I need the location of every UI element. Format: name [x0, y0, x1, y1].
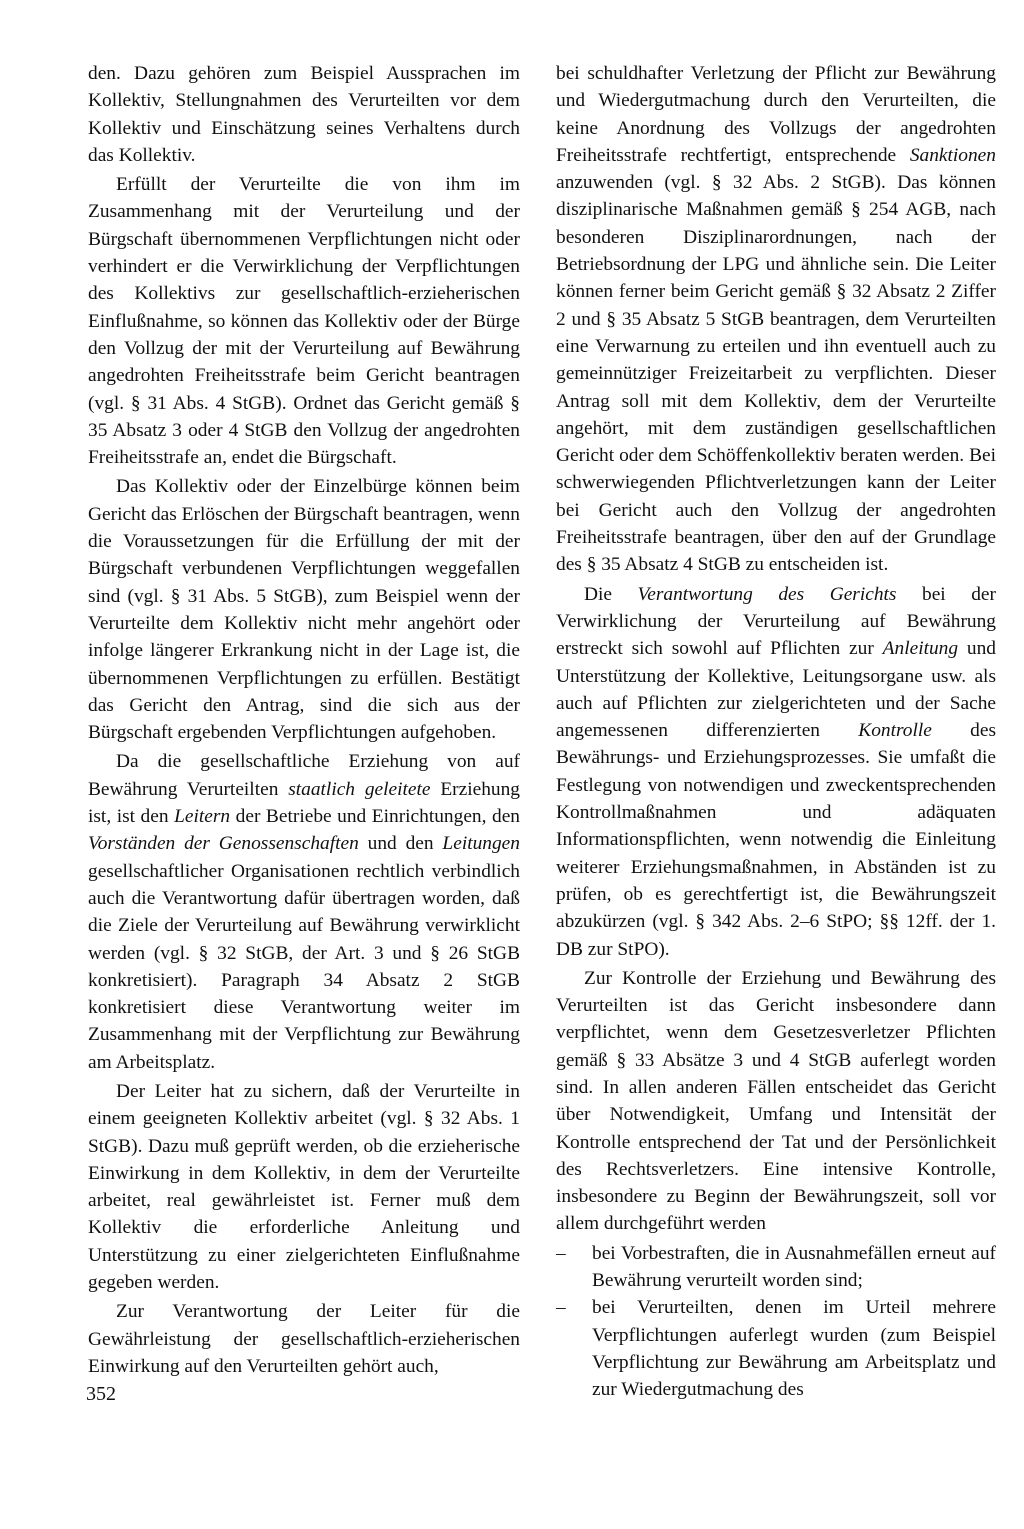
- text-run: und Unterstützung der Kollektive, Leitungsorgane usw. als auch auf Pflichten zur zielgerichteten und der Sache angemessenen differenzierten: [556, 638, 997, 742]
- text-run: gesellschaftlicher Organisationen rechtlich verbindlich auch die Verantwortung dafür übertragen worden, daß die Ziele der Verurteilung auf Bewährung verwirklicht werden (vgl. § 32 StGB, der Art. 3 und § 26 StGB konkretisiert). Paragraph 34 Absatz 2 StGB konkretisiert diese Verantwortung weiter im Zusammenhang mit der Verpflichtung zur Bewährung am Arbeitsplatz.: [88, 860, 520, 1073]
- emphasis: Anleitung: [882, 638, 959, 660]
- text-run: Die: [584, 583, 638, 605]
- dash-marker: –: [556, 1242, 566, 1264]
- list-item: [556, 1240, 996, 1295]
- list-item-text: bei Verurteilten, denen im Urteil mehrere Verpflichtungen auferlegt wurden (zum Beispiel Verpflichtung zur Bewährung am Arbeitsplatz und zur Wiedergutmachung des: [592, 1297, 996, 1401]
- paragraph: Erfüllt der Verurteilte die von ihm im Zusammenhang mit der Verurteilung und der Bürgschaft übernommenen Verpflichtungen nicht oder verhindert er die Verwirklichung der Verpflichtungen des Kollektivs zur gesellschaftlich-erzieherischen Einflußnahme, so können das Kollektiv oder der Bürge den Vollzug der mit der Verurteilung auf Bewährung angedrohten Freiheitsstrafe beim Gericht beantragen (vgl. § 31 Abs. 4 StGB). Ordnet das Gericht gemäß § 35 Absatz 3 oder 4 StGB den Vollzug der angedrohten Freiheitsstrafe an, endet die Bürgschaft.: [88, 174, 520, 469]
- paragraph: Das Kollektiv oder der Einzelbürge können beim Gericht das Erlöschen der Bürgschaft beantragen, wenn die Voraussetzungen für die Erfüllung der mit der Bürgschaft verbundenen Verpflichtungen weggefallen sind (vgl. § 31 Abs. 5 StGB), zum Beispiel wenn der Verurteilte dem Kollektiv nicht mehr angehört oder infolge längerer Erkrankung nicht in der Lage ist, die übernommenen Verpflichtungen zu erfüllen. Bestätigt das Gericht den Antrag, sind die sich aus der Bürgschaft ergebenden Verpflichtungen aufgehoben.: [88, 476, 521, 744]
- emphasis: Kontrolle: [858, 720, 932, 742]
- emphasis: Leitungen: [442, 833, 520, 855]
- paragraph: Zur Verantwortung der Leiter für die Gewährleistung der gesellschaftlich-erzieherischen Einwirkung auf den Verurteilten gehört auch,: [88, 1301, 520, 1377]
- bullet-list: [556, 1240, 996, 1404]
- emphasis: Verantwortung des Gerichts: [637, 583, 897, 605]
- paragraph: den. Dazu gehören zum Beispiel Aussprachen im Kollektiv, Stellungnahmen des Verurteilten vor dem Kollektiv und Einschätzung seines Verhaltens durch das Kollektiv.: [88, 63, 520, 166]
- paragraph: [88, 748, 520, 1076]
- paragraph: Zur Kontrolle der Erziehung und Bewährung des Verurteilten ist das Gericht insbesondere dann verpflichtet, wenn dem Gesetzesverletzer Pflichten gemäß § 33 Absätze 3 und 4 StGB auferlegt worden sind. In allen anderen Fällen entscheidet das Gericht über Notwendigkeit, Umfang und Intensität der Kontrolle entsprechend der Tat und der Persönlichkeit des Rechtsverletzers. Eine intensive Kontrolle, insbesondere zu Beginn der Bewährungszeit, soll vor allem durchgeführt werden: [556, 967, 996, 1235]
- text-run: und den: [358, 833, 443, 855]
- dash-marker: –: [556, 1297, 566, 1319]
- paragraph: Der Leiter hat zu sichern, daß der Verurteilte in einem geeigneten Kollektiv arbeitet (vgl. § 32 Abs. 1 StGB). Dazu muß geprüft werden, ob die erzieherische Einwirkung in dem Kollektiv, in dem der Verurteilte arbeitet, real gewährleistet ist. Ferner muß dem Kollektiv die erforderliche Anleitung und Unterstützung zu einer zielgerichteten Einflußnahme gegeben werden.: [88, 1080, 520, 1294]
- emphasis: Sanktionen: [909, 144, 996, 166]
- emphasis: Leitern: [174, 806, 231, 828]
- paragraph: [556, 581, 996, 963]
- text-run: anzuwenden (vgl. § 32 Abs. 2 StGB). Das können disziplinarische Maßnahmen gemäß § 254 AGB, nach besonderen Disziplinarordnungen, nach der Betriebsordnung der LPG und ähnliche sein. Die Leiter können ferner beim Gericht gemäß § 32 Absatz 2 Ziffer 2 und § 35 Absatz 5 StGB beantragen, dem Verurteilten eine Verwarnung zu erteilen und ihn eventuell auch zu gemeinnütziger Freizeitarbeit zu verpflichten. Dieser Antrag soll mit dem Kollektiv, dem der Verurteilte angehört, mit dem zuständigen gesellschaftlichen Gericht oder dem Schöffenkollektiv beraten werden. Bei schwerwiegenden Pflichtverletzungen kann der Leiter bei Gericht auch den Vollzug der angedrohten Freiheitsstrafe beantragen, über den auf der Grundlage des § 35 Absatz 4 StGB zu entscheiden ist.: [556, 172, 996, 576]
- text-run: Da die gesellschaftliche Erziehung von auf Bewährung Verurteilten: [88, 751, 520, 800]
- paragraph: [556, 60, 996, 579]
- text-run: der Betriebe und Einrichtungen, den: [230, 806, 520, 828]
- emphasis: staatlich geleitete: [288, 778, 431, 800]
- page-number: 352: [86, 1383, 116, 1405]
- left-column: [88, 60, 520, 1382]
- text-run: bei schuldhafter Verletzung der Pflicht zur Bewährung und Wiedergutmachung durch den Verurteilten, die keine Anordnung des Vollzugs der angedrohten Freiheitsstrafe rechtfertigt, entsprechende: [556, 63, 996, 166]
- text-run: des Bewährungs- und Erziehungsprozesses. Sie umfaßt die Festlegung von notwendigen und zweckentsprechenden Kontrollmaßnahmen und adäquaten Informationspflichten, wenn notwendig die Einleitung weiterer Erziehungsmaßnahmen, in Abständen ist zu prüfen, ob es gerechtfertigt ist, die Bewährungszeit abzukürzen (vgl. § 342 Abs. 2–6 StPO; §§ 12ff. der 1. DB zur StPO).: [556, 720, 996, 960]
- text-run: bei der Verwirklichung der Verurteilung auf Bewährung erstreckt sich sowohl auf Pflichten zur: [556, 583, 996, 660]
- list-item: [556, 1294, 996, 1403]
- emphasis: Vorständen der Genossenschaften: [88, 833, 359, 855]
- text-run: Erziehung ist, ist den: [88, 778, 521, 828]
- list-item-text: bei Vorbestraften, die in Ausnahmefällen erneut auf Bewährung verurteilt worden sind;: [592, 1242, 996, 1292]
- right-column: [556, 60, 996, 1404]
